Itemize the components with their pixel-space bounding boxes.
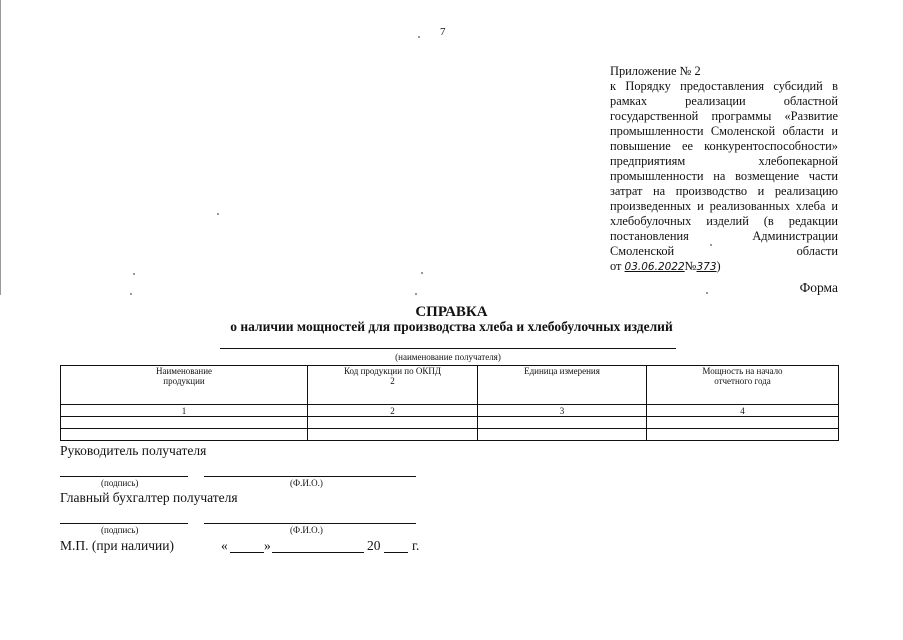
- table-cell[interactable]: [308, 417, 478, 429]
- table-cell[interactable]: [647, 417, 839, 429]
- date-year-line[interactable]: [384, 552, 408, 553]
- appendix-line: произведенных и реализованных хлеба и: [610, 199, 838, 213]
- recipient-name-line[interactable]: [220, 348, 676, 349]
- accountant-sign-caption: (подпись): [101, 525, 139, 535]
- appendix-line: Смоленской области: [610, 244, 838, 258]
- appendix-line: Приложение № 2: [610, 64, 701, 78]
- accountant-signature-line[interactable]: [60, 523, 188, 524]
- appendix-date-line: [610, 259, 838, 275]
- appendix-line: постановления Администрации: [610, 229, 838, 243]
- recipient-caption: (наименование получателя): [395, 352, 501, 362]
- appendix-line: рамках реализации областной: [610, 94, 838, 108]
- number-prefix: №: [684, 259, 697, 273]
- table-cell[interactable]: [61, 417, 308, 429]
- close-paren: ): [716, 259, 721, 273]
- appendix-line: к Порядку предоставления субсидий в: [610, 79, 838, 93]
- appendix-line: промышленности Смоленской области и: [610, 124, 838, 138]
- head-name-caption: (Ф.И.О.): [290, 478, 323, 488]
- appendix-line: повышение ее конкурентоспособности»: [610, 139, 838, 153]
- date-year-suffix: г.: [412, 538, 420, 553]
- table-cell[interactable]: [308, 429, 478, 441]
- date-open-quote: «: [221, 538, 228, 553]
- page-number: 7: [440, 26, 446, 38]
- stamp-label: М.П. (при наличии): [60, 538, 174, 553]
- handwritten-number: 373: [696, 261, 717, 273]
- scan-speck: [133, 273, 135, 275]
- head-signature-line[interactable]: [60, 476, 188, 477]
- scan-speck: [415, 293, 417, 295]
- table-number-row: [61, 405, 839, 417]
- scan-speck: [421, 272, 423, 274]
- appendix-line: хлебобулочных изделий (в редакции: [610, 214, 838, 228]
- column-number: 1: [61, 405, 308, 417]
- header-text: Единица измерения: [524, 366, 600, 376]
- header-unit: [478, 366, 647, 405]
- date-year-prefix: 20: [367, 538, 381, 553]
- table-cell[interactable]: [478, 429, 647, 441]
- table-row: [61, 417, 839, 429]
- head-sign-caption: (подпись): [101, 478, 139, 488]
- head-name-line[interactable]: [204, 476, 416, 477]
- appendix-line: предприятиям хлебопекарной: [610, 154, 838, 168]
- document-title: СПРАВКА: [415, 304, 488, 320]
- accountant-name-line[interactable]: [204, 523, 416, 524]
- table-header-row: [61, 366, 839, 405]
- accountant-label: Главный бухгалтер получателя: [60, 490, 238, 505]
- header-text: Мощность на начало отчетного года: [702, 366, 783, 386]
- handwritten-date: 03.06.2022: [624, 261, 685, 273]
- scan-speck: [217, 213, 219, 215]
- scan-speck: [130, 293, 132, 295]
- appendix-line: промышленности на возмещение части: [610, 169, 838, 183]
- scan-speck: [418, 36, 420, 38]
- appendix-line: затрат на производство и реализацию: [610, 184, 838, 198]
- date-prefix: от: [610, 259, 625, 273]
- header-okpd-code: [308, 366, 478, 405]
- appendix-block: [610, 64, 838, 275]
- column-number: 3: [478, 405, 647, 417]
- table-row: [61, 429, 839, 441]
- header-capacity: [647, 366, 839, 405]
- header-text: Код продукции по ОКПД 2: [343, 366, 442, 386]
- table-cell[interactable]: [61, 429, 308, 441]
- date-day-line[interactable]: [230, 552, 264, 553]
- form-label: Форма: [799, 280, 838, 295]
- scan-speck: [706, 292, 708, 294]
- scan-edge-line: [0, 0, 1, 295]
- head-label: Руководитель получателя: [60, 443, 207, 458]
- date-month-line[interactable]: [272, 552, 364, 553]
- column-number: 4: [647, 405, 839, 417]
- accountant-name-caption: (Ф.И.О.): [290, 525, 323, 535]
- capacity-table: [60, 365, 839, 441]
- document-subtitle: о наличии мощностей для производства хлеба и хлебобулочных изделий: [230, 319, 673, 334]
- table-cell[interactable]: [647, 429, 839, 441]
- table-cell[interactable]: [478, 417, 647, 429]
- appendix-line: государственной программы «Развитие: [610, 109, 838, 123]
- header-text: Наименование продукции: [155, 366, 213, 386]
- date-close-quote: »: [264, 538, 271, 553]
- column-number: 2: [308, 405, 478, 417]
- header-product-name: [61, 366, 308, 405]
